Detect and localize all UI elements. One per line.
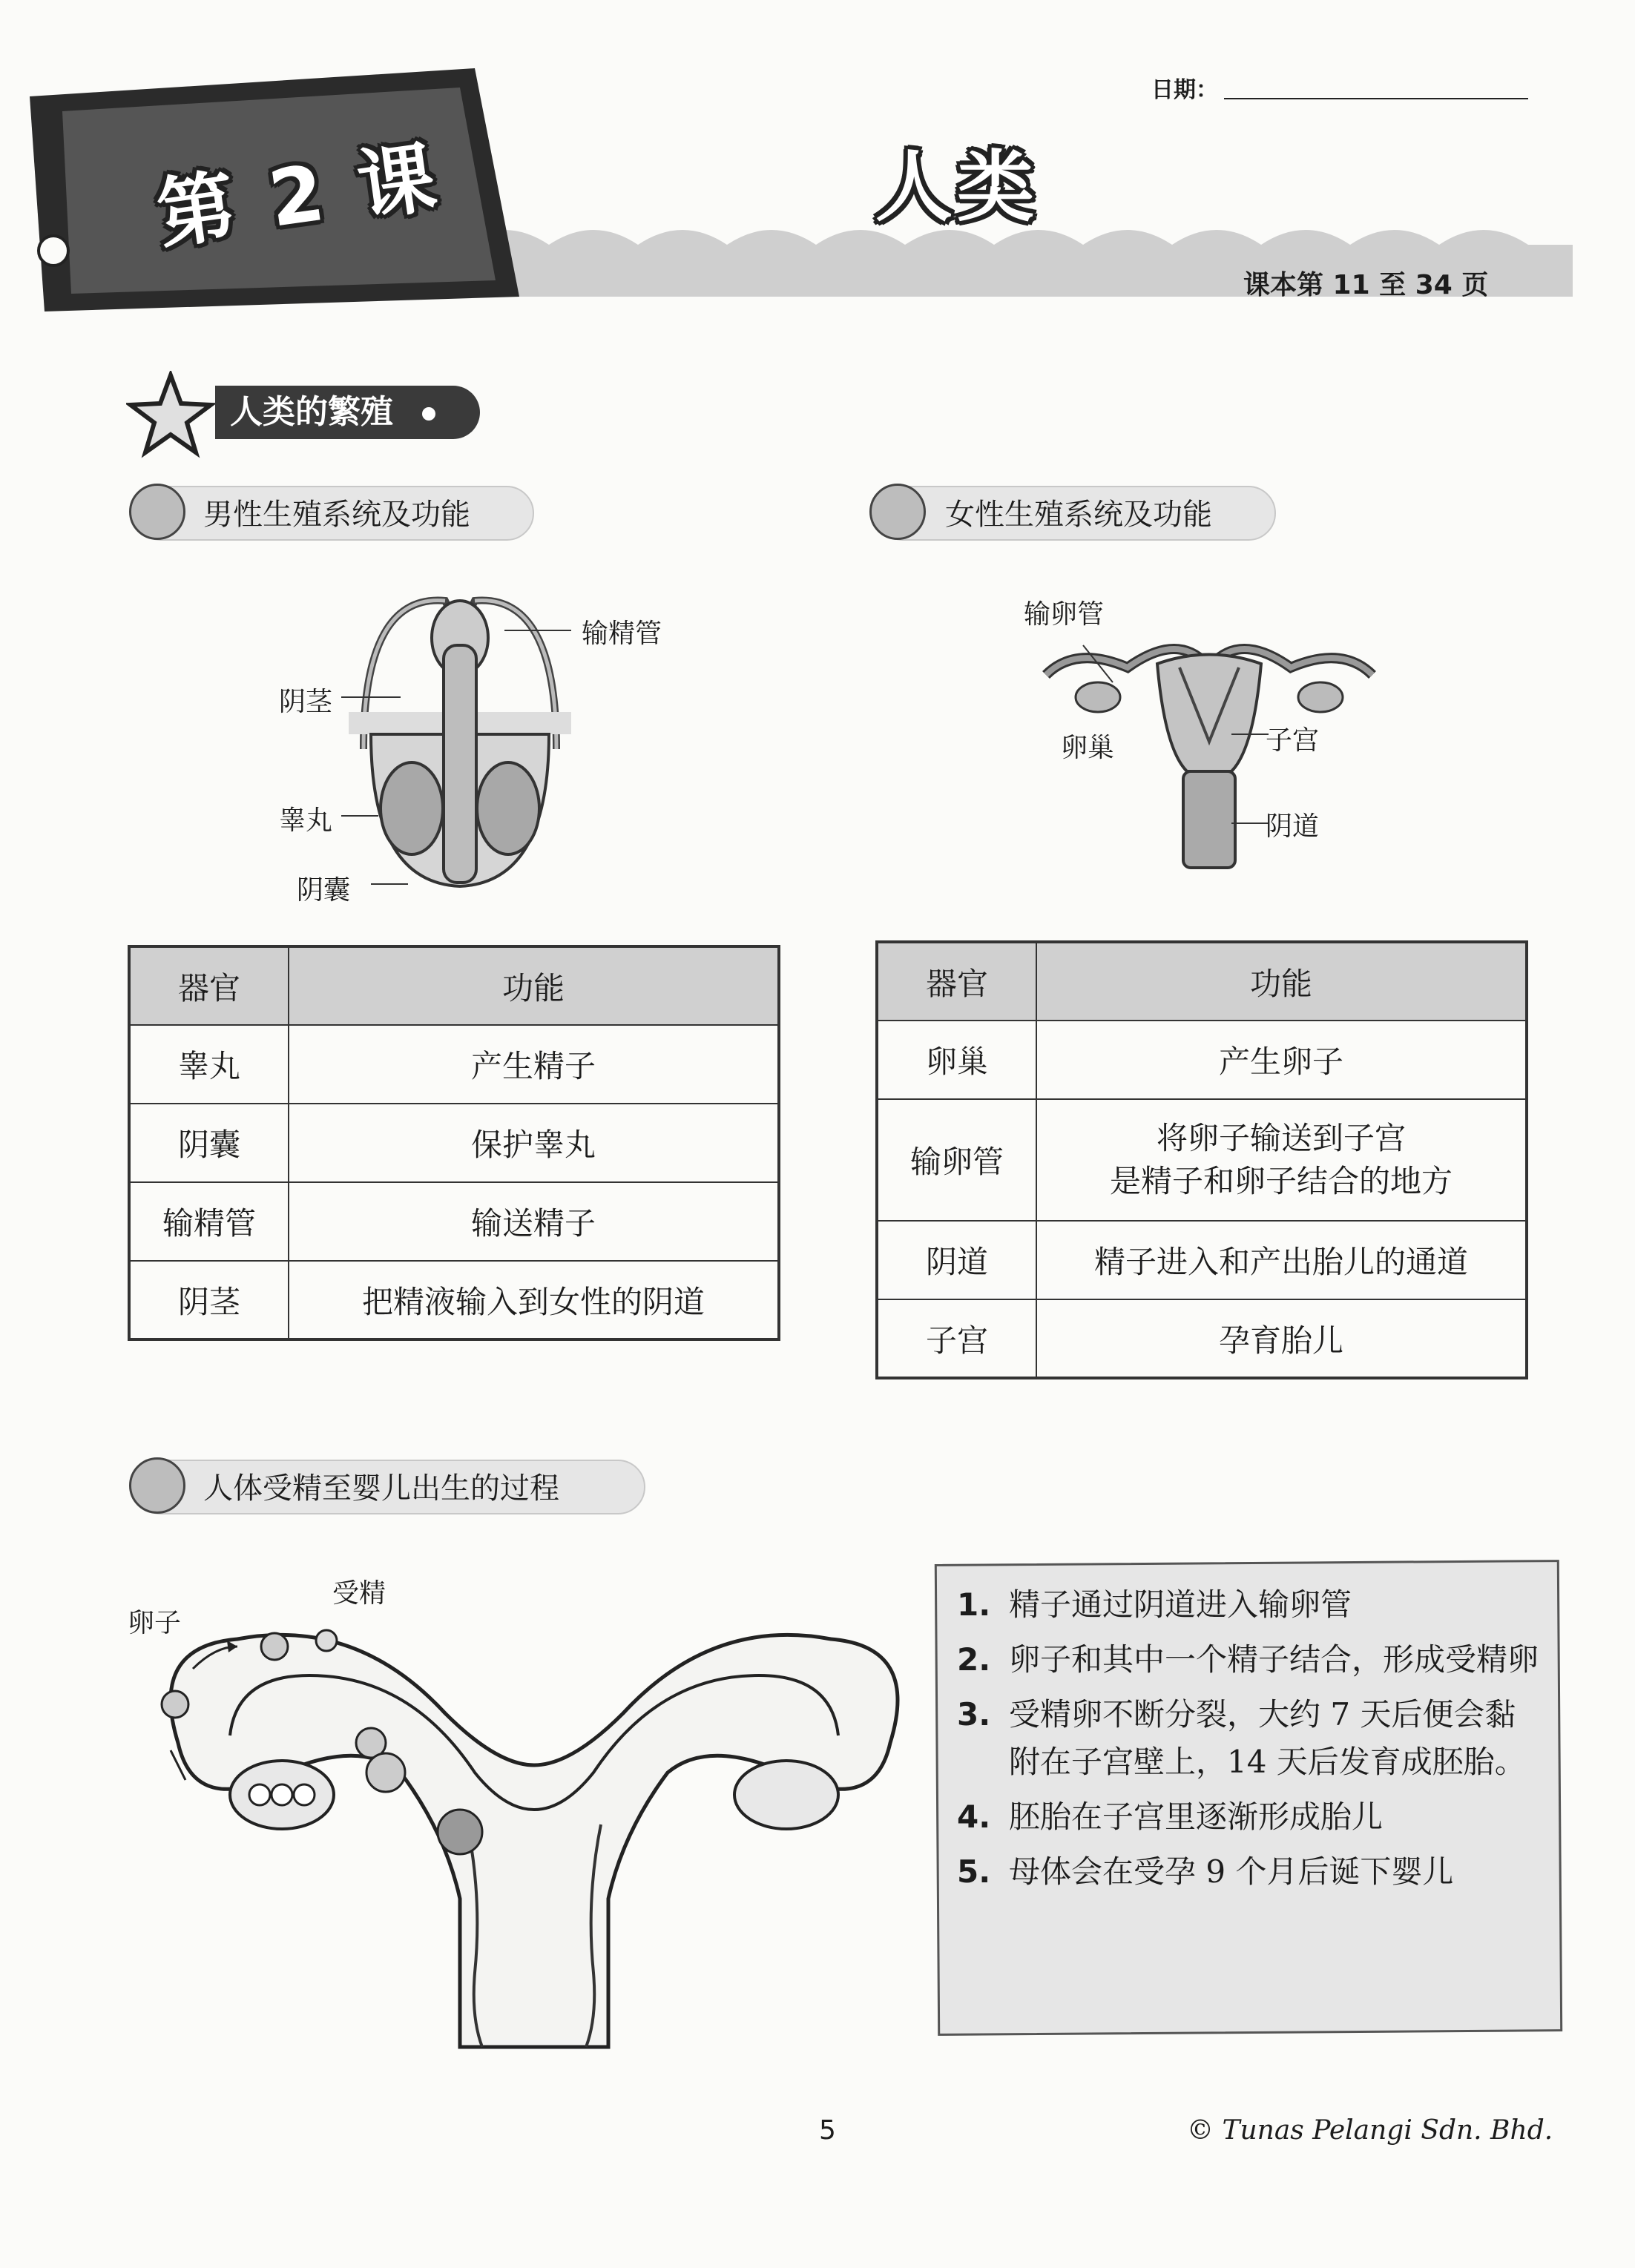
- organ-cell: 阴道: [877, 1221, 1036, 1299]
- table-row: [877, 1299, 1527, 1378]
- function-cell: 精子进入和产出胎儿的通道: [1036, 1221, 1527, 1299]
- function-line: 将卵子输送到子宫: [1156, 1120, 1406, 1156]
- male-label-lines: [326, 623, 579, 890]
- male-heading-text: 男性生殖系统及功能: [203, 498, 470, 532]
- label-testis: 睾丸: [279, 805, 333, 836]
- page-title: 人类: [875, 142, 1039, 232]
- process-heading: [134, 1460, 645, 1514]
- copyright: © Tunas Pelangi Sdn. Bhd.: [1187, 2115, 1553, 2146]
- date-label: 日期：: [1151, 77, 1218, 103]
- steps-list: [957, 1581, 1543, 1903]
- female-heading: [875, 486, 1276, 541]
- list-item: [957, 1793, 1543, 1841]
- function-cell: 孕育胎儿: [1036, 1299, 1527, 1378]
- table-header-function: 功能: [289, 946, 779, 1025]
- function-line: 是精子和卵子结合的地方: [1109, 1163, 1453, 1199]
- table-row: [877, 1221, 1527, 1299]
- label-vas-deferens: 输精管: [582, 619, 662, 649]
- table-header-organ: 器官: [129, 946, 289, 1025]
- punch-hole: [39, 236, 68, 266]
- female-heading-text: 女性生殖系统及功能: [945, 498, 1212, 532]
- label-penis: 阴茎: [279, 687, 333, 717]
- mascot-icon: [129, 1457, 185, 1514]
- label-ovary: 卵巢: [1061, 733, 1115, 763]
- process-heading-text: 人体受精至婴儿出生的过程: [203, 1471, 559, 1506]
- function-cell: [1036, 1099, 1527, 1221]
- organ-cell: 睾丸: [129, 1025, 289, 1104]
- star-icon: [126, 371, 215, 460]
- label-scrotum: 阴囊: [297, 875, 351, 906]
- step-text: 精子通过阴道进入输卵管: [1009, 1586, 1352, 1623]
- step-number: 5.: [957, 1853, 991, 1890]
- table-header-function: 功能: [1036, 942, 1527, 1021]
- page-number: 5: [819, 2115, 836, 2146]
- label-uterus: 子宫: [1266, 725, 1320, 756]
- section-title: [215, 386, 480, 439]
- label-fertilisation: 受精: [332, 1578, 386, 1609]
- organ-cell: 阴囊: [129, 1104, 289, 1182]
- fertilisation-diagram: [134, 1587, 935, 2062]
- organ-cell: 卵巢: [877, 1021, 1036, 1099]
- function-cell: 产生卵子: [1036, 1021, 1527, 1099]
- step-text: 受精卵不断分裂，大约 7 天后便会黏附在子宫壁上，14 天后发育成胚胎。: [1009, 1696, 1526, 1780]
- organ-cell: 阴茎: [129, 1261, 289, 1339]
- organ-cell: 子宫: [877, 1299, 1036, 1378]
- step-text: 卵子和其中一个精子结合，形成受精卵: [1009, 1641, 1539, 1678]
- function-cell: 把精液输入到女性的阴道: [289, 1261, 779, 1339]
- table-header-organ: 器官: [877, 942, 1036, 1021]
- list-item: [957, 1848, 1543, 1896]
- label-egg: 卵子: [128, 1608, 182, 1638]
- bullet-dot-icon: [422, 407, 435, 421]
- mascot-icon: [869, 484, 926, 540]
- section-title-text: 人类的繁殖: [230, 393, 393, 431]
- organ-cell: 输精管: [129, 1182, 289, 1261]
- step-text: 母体会在受孕 9 个月后诞下婴儿: [1009, 1853, 1454, 1890]
- male-organ-table: [128, 945, 780, 1341]
- table-row: [129, 1182, 779, 1261]
- female-organ-table: [875, 940, 1528, 1379]
- label-oviduct: 输卵管: [1024, 599, 1105, 630]
- step-text: 胚胎在子宫里逐渐形成胎儿: [1009, 1799, 1384, 1835]
- function-cell: 产生精子: [289, 1025, 779, 1104]
- table-row: [129, 1261, 779, 1339]
- list-item: [957, 1691, 1543, 1786]
- organ-cell: 输卵管: [877, 1099, 1036, 1221]
- function-cell: 输送精子: [289, 1182, 779, 1261]
- function-cell: 保护睾丸: [289, 1104, 779, 1182]
- table-row: [129, 1104, 779, 1182]
- step-number: 3.: [957, 1696, 991, 1733]
- list-item: [957, 1581, 1543, 1629]
- table-row: [877, 1099, 1527, 1221]
- list-item: [957, 1636, 1543, 1684]
- table-row: [877, 1021, 1527, 1099]
- step-number: 2.: [957, 1641, 991, 1678]
- label-vagina: 阴道: [1266, 811, 1320, 842]
- table-row: [129, 1025, 779, 1104]
- male-heading: [134, 486, 534, 541]
- textbook-reference: 课本第 11 至 34 页: [1243, 270, 1489, 300]
- step-number: 1.: [957, 1586, 991, 1623]
- egg-cell: [162, 1691, 188, 1718]
- mascot-icon: [129, 484, 185, 540]
- lesson-tag: 第 2 课: [151, 131, 446, 260]
- date-field-line[interactable]: [1224, 98, 1528, 99]
- step-number: 4.: [957, 1799, 991, 1835]
